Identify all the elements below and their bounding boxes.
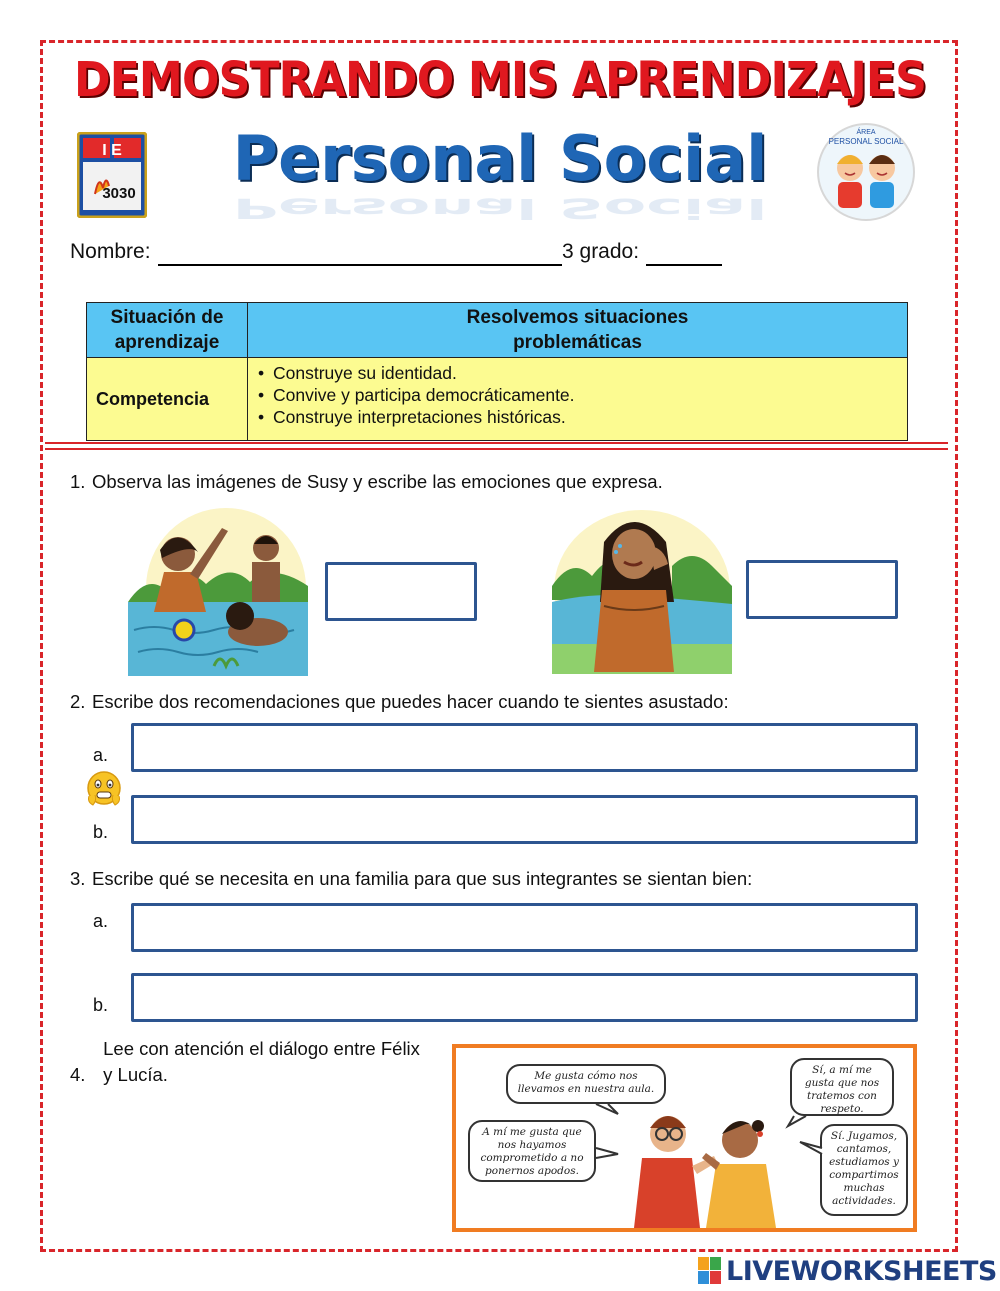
item-label-a: a. <box>93 745 109 765</box>
separator-line <box>45 448 948 450</box>
svg-text:ÁREA: ÁREA <box>856 129 876 136</box>
subject-title: Personal Social <box>232 122 768 195</box>
family-answer-a[interactable] <box>131 903 918 952</box>
item-label-b: b. <box>93 995 109 1015</box>
question-number: 3. <box>70 868 86 889</box>
dialog-image <box>452 1044 917 1232</box>
school-logo <box>77 132 147 218</box>
question-number: 2. <box>70 691 86 712</box>
name-label: Nombre: <box>70 240 151 263</box>
competence-item: • Construye interpretaciones históricas. <box>256 406 899 428</box>
svg-text:I E: I E <box>102 142 122 159</box>
student-info-row <box>70 240 640 264</box>
item-label-a: a. <box>93 911 109 931</box>
question-text-line: Lee con atención el diálogo entre Félix <box>103 1038 420 1059</box>
emotion-answer-1[interactable] <box>325 562 477 621</box>
competence-item: • Convive y participa democráticamente. <box>256 384 899 406</box>
grade-label: 3 grado: <box>562 240 640 263</box>
item-label-b: b. <box>93 822 109 842</box>
question-text: Escribe qué se necesita en una familia para que sus integrantes se sientan bien: <box>92 868 753 889</box>
recommendation-answer-b[interactable] <box>131 795 918 844</box>
learning-info-table <box>86 302 908 441</box>
speech-bubble-lucia-1: Sí, a mí me gusta que nos tratemos con respeto. <box>790 1058 894 1116</box>
question-text: Observa las imágenes de Susy y escribe las emociones que expresa. <box>92 471 663 492</box>
brand-name: LIVEWORKSHEETS <box>726 1256 997 1287</box>
separator-line <box>45 442 948 444</box>
family-answer-b[interactable] <box>131 973 918 1022</box>
situation-label: Situación de aprendizaje <box>87 303 248 358</box>
liveworksheets-logo-icon <box>698 1257 722 1285</box>
happy-girl-swimming-image <box>128 506 308 680</box>
question-4 <box>70 1036 420 1088</box>
competence-label: Competencia <box>87 358 248 441</box>
speech-bubble-felix-1: Me gusta cómo nos llevamos en nuestra aula. <box>506 1064 666 1104</box>
grade-field[interactable] <box>646 264 722 266</box>
situation-value: Resolvemos situaciones problemáticas <box>248 303 908 358</box>
svg-text:PERSONAL SOCIAL: PERSONAL SOCIAL <box>828 137 904 146</box>
question-text <box>97 1036 420 1088</box>
question-number: 1. <box>70 471 86 492</box>
speech-bubble-felix-2: A mí me gusta que nos hayamos comprometido a no ponernos apodos. <box>468 1120 596 1182</box>
bubble-tails <box>456 1048 913 1228</box>
subject-reflection: Personal Social <box>232 192 768 225</box>
question-1 <box>70 471 663 493</box>
question-2 <box>70 691 729 713</box>
crying-girl-image <box>552 506 732 680</box>
name-field[interactable] <box>158 264 562 266</box>
main-title: DEMOSTRANDO MIS APRENDIZAJES <box>73 52 927 108</box>
speech-bubble-lucia-2: Sí. Jugamos, cantamos, estudiamos y compartimos muchas actividades. <box>820 1124 908 1216</box>
personal-social-logo <box>812 122 920 222</box>
question-number: 4. <box>70 1064 86 1085</box>
question-3 <box>70 868 752 890</box>
question-text: Escribe dos recomendaciones que puedes hacer cuando te sientes asustado: <box>92 691 729 712</box>
recommendation-answer-a[interactable] <box>131 723 918 772</box>
question-text-line: y Lucía. <box>103 1064 168 1085</box>
competence-item: • Construye su identidad. <box>256 362 899 384</box>
emotion-answer-2[interactable] <box>746 560 898 619</box>
svg-text:3030: 3030 <box>102 185 136 202</box>
competence-list <box>248 358 908 441</box>
scared-emoji-icon <box>86 770 122 806</box>
